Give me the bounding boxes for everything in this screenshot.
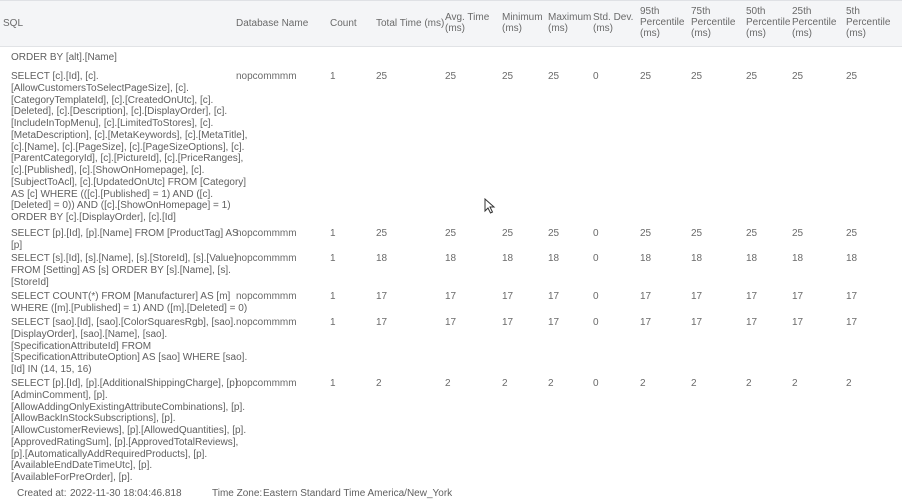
metric-cell: 25 — [445, 228, 457, 239]
metric-cell: 17 — [640, 291, 652, 302]
metric-cell: 0 — [593, 291, 599, 302]
metric-cell: 2 — [746, 378, 752, 389]
column-header[interactable]: Total Time (ms) — [376, 18, 445, 29]
column-header[interactable]: (ms) — [746, 28, 766, 39]
database-name-cell: nopcommmm — [236, 71, 297, 82]
metric-cell: 17 — [376, 291, 388, 302]
sql-text: [CategoryTemplateId], [c].[CreatedOnUtc], [c]. — [11, 94, 214, 106]
metric-cell: 1 — [330, 378, 336, 389]
metric-cell: 17 — [445, 291, 457, 302]
column-header[interactable]: Database Name — [236, 18, 309, 29]
column-header[interactable]: (ms) — [792, 28, 812, 39]
metric-cell: 25 — [640, 228, 652, 239]
timezone-value: Eastern Standard Time America/New_York — [263, 488, 453, 499]
column-header[interactable]: Percentile — [792, 17, 837, 28]
metric-cell: 25 — [640, 71, 652, 82]
metric-cell: 25 — [746, 228, 758, 239]
metric-cell: 25 — [548, 71, 560, 82]
metric-cell: 25 — [792, 71, 804, 82]
metric-cell: 17 — [792, 317, 804, 328]
metric-cell: 0 — [593, 253, 599, 264]
sql-text: SELECT [p].[Id], [p].[Name] FROM [ProductTag] AS — [11, 228, 239, 239]
column-header[interactable]: (ms) — [846, 28, 866, 39]
metric-cell: 25 — [376, 71, 388, 82]
metric-cell: 17 — [746, 317, 758, 328]
sql-text: [Deleted] = 0)) AND ([c].[ShowOnHomepage] = 1) — [11, 200, 231, 212]
column-header[interactable]: 75th — [691, 6, 711, 17]
sql-text: [AdminComment], [p]. — [11, 389, 108, 401]
sql-text: [AvailableEndDateTimeUtc], [p]. — [11, 460, 153, 472]
metric-cell: 1 — [330, 71, 336, 82]
metric-cell: 0 — [593, 228, 599, 239]
metric-cell: 18 — [640, 253, 652, 264]
column-header[interactable]: Std. Dev. — [593, 12, 634, 23]
column-header[interactable]: 50th — [746, 6, 766, 17]
metric-cell: 17 — [502, 317, 514, 328]
metric-cell: 17 — [502, 291, 514, 302]
metric-cell: 17 — [691, 317, 703, 328]
sql-text: SELECT [s].[Id], [s].[Name], [s].[StoreId], [s].[Value] — [11, 253, 237, 264]
metric-cell: 18 — [548, 253, 560, 264]
database-name-cell: nopcommmm — [236, 291, 297, 302]
metric-cell: 2 — [548, 378, 554, 389]
sql-text: [SpecificationAttributeOption] AS [sao] WHERE [sao]. — [11, 352, 248, 364]
metric-cell: 2 — [445, 378, 451, 389]
metric-cell: 25 — [376, 228, 388, 239]
metric-cell: 2 — [502, 378, 508, 389]
metric-cell: 25 — [445, 71, 457, 82]
header-top-rule — [0, 0, 902, 1]
column-header[interactable]: (ms) — [593, 23, 613, 34]
column-header[interactable]: Percentile — [691, 17, 736, 28]
column-header[interactable]: (ms) — [445, 23, 465, 34]
metric-cell: 2 — [640, 378, 646, 389]
metric-cell: 25 — [846, 71, 858, 82]
sql-text: [MetaDescription], [c].[MetaKeywords], [c].[MetaTitle], — [11, 129, 248, 141]
metric-cell: 1 — [330, 291, 336, 302]
sql-text: [StoreId] — [11, 276, 49, 288]
column-header[interactable]: Percentile — [640, 17, 685, 28]
metric-cell: 25 — [502, 71, 514, 82]
metric-cell: 18 — [746, 253, 758, 264]
database-name-cell: nopcommmm — [236, 253, 297, 264]
metric-cell: 2 — [792, 378, 798, 389]
metric-cell: 25 — [846, 228, 858, 239]
sql-text: [Id] IN (14, 15, 16) — [11, 364, 92, 375]
sql-text: [AvailableForPreOrder], [p]. — [11, 472, 133, 483]
column-header[interactable]: Minimum — [502, 12, 543, 23]
column-header[interactable]: Maximum — [548, 12, 592, 23]
metric-cell: 17 — [376, 317, 388, 328]
column-header[interactable]: Percentile — [846, 17, 891, 28]
column-header[interactable]: (ms) — [691, 28, 711, 39]
sql-text: ORDER BY [alt].[Name] — [11, 52, 117, 63]
metric-cell: 18 — [846, 253, 858, 264]
metric-cell: 2 — [846, 378, 852, 389]
sql-text: SELECT [c].[Id], [c]. — [11, 71, 99, 82]
metric-cell: 17 — [746, 291, 758, 302]
column-header[interactable]: (ms) — [548, 23, 568, 34]
metric-cell: 0 — [593, 378, 599, 389]
metric-cell: 1 — [330, 228, 336, 239]
metric-cell: 0 — [593, 71, 599, 82]
database-name-cell: nopcommmm — [236, 228, 297, 239]
sql-text: [p] — [11, 239, 23, 251]
metric-cell: 18 — [691, 253, 703, 264]
metric-cell: 25 — [691, 228, 703, 239]
metric-cell: 25 — [548, 228, 560, 239]
metric-cell: 1 — [330, 317, 336, 328]
sql-text: [ApprovedRatingSum], [p].[ApprovedTotalReviews], — [11, 436, 239, 448]
metric-cell: 2 — [376, 378, 382, 389]
column-header[interactable]: (ms) — [502, 23, 522, 34]
column-header[interactable]: Percentile — [746, 17, 791, 28]
sql-text: SELECT [sao].[Id], [sao].[ColorSquaresRgb], [sao]. — [11, 317, 236, 328]
sql-text: [SpecificationAttributeId] FROM — [11, 340, 152, 352]
created-label: Created at: — [17, 488, 67, 499]
column-header[interactable]: Avg. Time — [445, 12, 490, 23]
metric-cell: 17 — [640, 317, 652, 328]
database-name-cell: nopcommmm — [236, 378, 297, 389]
metric-cell: 18 — [376, 253, 388, 264]
sql-text: WHERE ([m].[Published] = 1) AND ([m].[Deleted] = 0) — [11, 302, 248, 314]
metric-cell: 18 — [792, 253, 804, 264]
metric-cell: 17 — [846, 317, 858, 328]
sql-text: SELECT [p].[Id], [p].[AdditionalShippingCharge], [p]. — [11, 378, 241, 389]
sql-text: SELECT COUNT(*) FROM [Manufacturer] AS [m] — [11, 291, 231, 302]
metric-cell: 25 — [502, 228, 514, 239]
metric-cell: 25 — [691, 71, 703, 82]
metric-cell: 25 — [792, 228, 804, 239]
sql-text: [SubjectToAcl], [c].[UpdatedOnUtc] FROM [Category] — [11, 176, 247, 188]
column-header[interactable]: SQL — [3, 18, 24, 29]
metric-cell: 17 — [548, 291, 560, 302]
metric-cell: 18 — [502, 253, 514, 264]
column-header[interactable]: 25th — [792, 6, 812, 17]
metric-cell: 17 — [846, 291, 858, 302]
column-header[interactable]: (ms) — [640, 28, 660, 39]
sql-text: [AllowAddingOnlyExistingAttributeCombinations], [p]. — [11, 401, 246, 413]
column-header[interactable]: 5th — [846, 6, 860, 17]
sql-text: [AllowBackInStockSubscriptions], [p]. — [11, 413, 176, 425]
metric-cell: 18 — [445, 253, 457, 264]
metric-cell: 17 — [548, 317, 560, 328]
sql-text: [Deleted], [c].[Description], [c].[DisplayOrder], [c]. — [11, 106, 228, 118]
mouse-pointer-icon — [484, 198, 496, 214]
sql-text: [ParentCategoryId], [c].[PictureId], [c].[PriceRanges], — [11, 153, 244, 165]
metric-cell: 17 — [792, 291, 804, 302]
sql-text: [p].[AutomaticallyAddRequiredProducts], [p]. — [11, 448, 208, 460]
sql-text: [c].[Published], [c].[ShowOnHomepage], [c]. — [11, 165, 205, 176]
metric-cell: 17 — [445, 317, 457, 328]
sql-text: AS [c] WHERE (([c].[Published] = 1) AND ([c]. — [11, 188, 213, 200]
sql-text: FROM [Setting] AS [s] ORDER BY [s].[Name], [s]. — [11, 264, 231, 276]
metric-cell: 17 — [691, 291, 703, 302]
sql-text: [AllowCustomersToSelectPageSize], [c]. — [11, 82, 189, 94]
metric-cell: 2 — [691, 378, 697, 389]
metric-cell: 25 — [746, 71, 758, 82]
timezone-label: Time Zone: — [212, 488, 263, 499]
column-header[interactable]: Count — [330, 18, 357, 29]
metric-cell: 0 — [593, 317, 599, 328]
sql-text: [c].[Name], [c].[PageSize], [c].[PageSizeOptions], [c]. — [11, 141, 245, 153]
column-header[interactable]: 95th — [640, 6, 660, 17]
metric-cell: 1 — [330, 253, 336, 264]
sql-text: [IncludeInTopMenu], [c].[LimitedToStores], [c]. — [11, 118, 214, 129]
sql-text: [DisplayOrder], [sao].[Name], [sao]. — [11, 328, 168, 340]
database-name-cell: nopcommmm — [236, 317, 297, 328]
sql-text: [AllowCustomerReviews], [p].[AllowedQuantities], [p]. — [11, 425, 247, 436]
created-value: 2022-11-30 18:04:46.818 — [70, 488, 182, 499]
sql-text: ORDER BY [c].[DisplayOrder], [c].[Id] — [11, 212, 176, 223]
